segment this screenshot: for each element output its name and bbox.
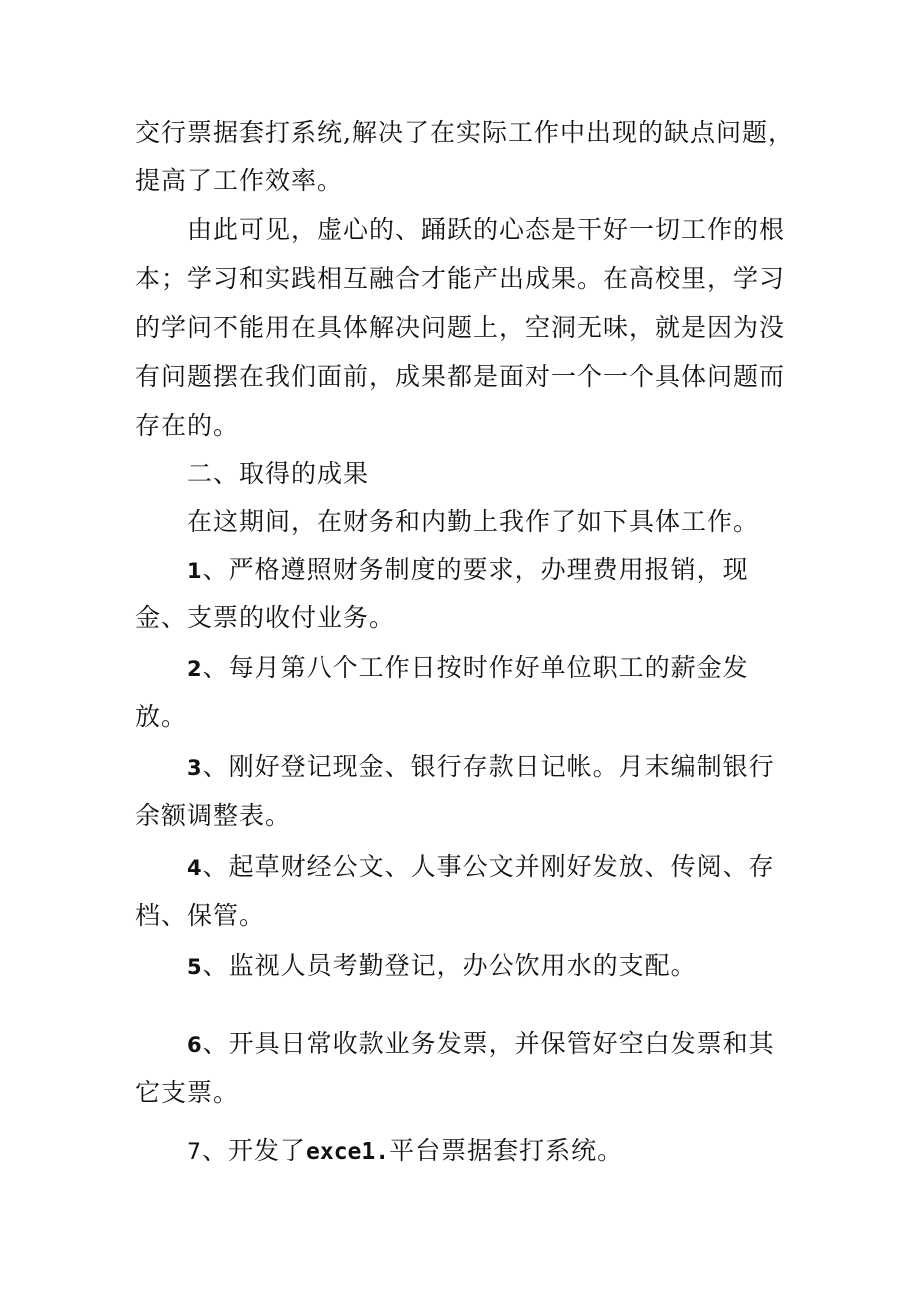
item-text: 、刚好登记现金、银行存款日记帐。月末编制银行 [202,752,775,781]
item-text: 、监视人员考勤登记，办公饮用水的支配。 [202,951,697,980]
list-item-continuation: 放。 [135,702,188,731]
list-item-continuation: 余额调整表。 [135,801,292,830]
paragraph-line: 由此可见，虚心的、踊跃的心态是干好一切工作的根 [187,215,786,244]
paragraph-line: 存在的。 [135,411,240,440]
list-item [187,1134,623,1170]
item-text: 平台票据套打系统。 [389,1136,624,1165]
item-number: 6 [187,1033,203,1057]
list-item [187,651,749,686]
item-number: 1 [187,559,203,583]
item-text: 、每月第八个工作日按时作好单位职工的薪金发 [202,653,749,682]
list-item-continuation: 它支票。 [135,1078,240,1107]
item-number: 7 [187,1140,202,1165]
item-text: 、严格遵照财务制度的要求，办理费用报销，现 [202,555,749,584]
item-number: 2 [187,657,203,681]
list-item [187,553,749,588]
item-text: 、开具日常收款业务发票，并保管好空白发票和其 [202,1029,775,1058]
item-number: 3 [187,756,203,780]
paragraph-line: 的学问不能用在具体解决问题上，空洞无味，就是因为没 [135,313,786,342]
paragraph-line: 提高了工作效率。 [135,166,344,195]
paragraph-line: 交行票据套打系统,解决了在实际工作中出现的缺点问题， [135,118,794,147]
code-text: exce1. [306,1139,390,1165]
section-heading: 二、取得的成果 [187,459,370,488]
item-number: 4 [187,856,203,880]
list-item [187,949,697,984]
list-item-continuation: 金、支票的收付业务。 [135,603,396,632]
list-item [187,750,775,785]
list-item [187,850,775,885]
list-item [187,1027,775,1062]
item-text: 、开发了 [202,1136,307,1165]
intro-line: 在这期间，在财务和内勤上我作了如下具体工作。 [187,507,760,536]
item-number: 5 [187,955,203,979]
paragraph-line: 本；学习和实践相互融合才能产出成果。在高校里，学习 [135,264,786,293]
list-item-continuation: 档、保管。 [135,901,266,930]
paragraph-line: 有问题摆在我们面前，成果都是面对一个一个具体问题而 [135,362,786,391]
item-text: 、起草财经公文、人事公文并刚好发放、传阅、存 [202,852,775,881]
